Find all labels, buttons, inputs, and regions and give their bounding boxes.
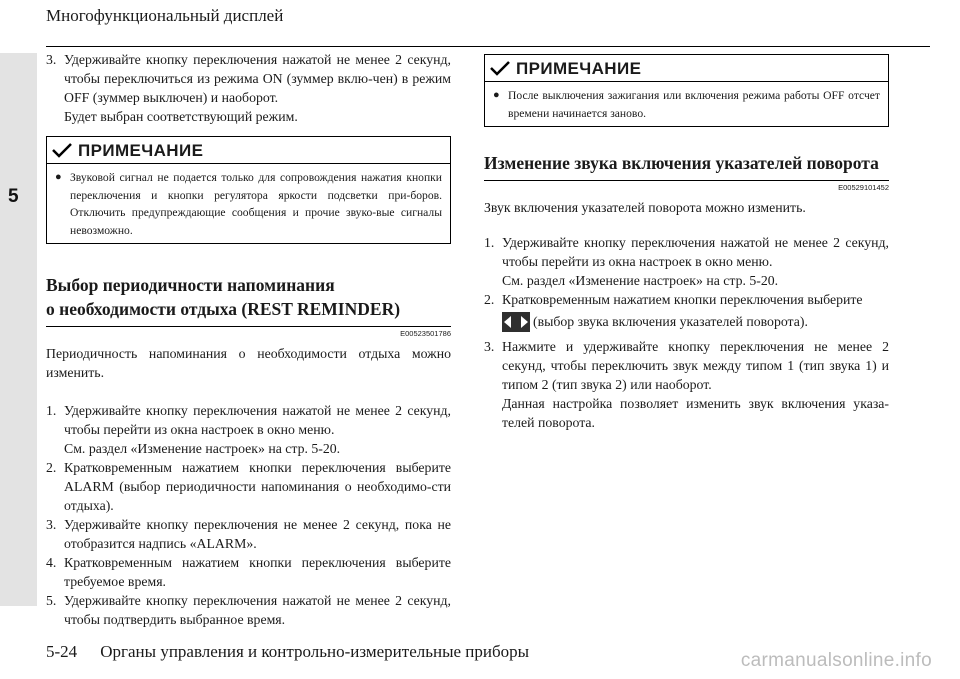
- step-item: [484, 233, 889, 271]
- step-item: [484, 337, 889, 394]
- section-code: E00529101452: [838, 183, 889, 192]
- section-rest-reminder: [46, 273, 451, 629]
- check-mark-icon: [51, 142, 73, 158]
- step-icon-line: [484, 312, 889, 334]
- step-item: [46, 591, 451, 629]
- right-column: [484, 50, 889, 432]
- note-header: [47, 137, 450, 164]
- section-title-line1: Выбор периодичности напоминания: [46, 275, 335, 295]
- step-result-text: Данная настройка позволяет изменить звук включения указа-телей поворота.: [502, 396, 889, 430]
- steps-list: [46, 401, 451, 629]
- step-text: Нажмите и удерживайте кнопку переключения не менее 2 секунд, чтобы переключить звук между типом 1 (тип звука 1) и типом 2 (тип звука 2) или наоборот.: [502, 339, 889, 392]
- section-divider: [484, 180, 889, 181]
- section-title: [46, 273, 451, 321]
- steps-list: [484, 233, 889, 432]
- step-number: 2.: [46, 460, 57, 475]
- step-result-text: Будет выбран соответствующий режим.: [64, 109, 298, 124]
- step-item: [46, 50, 451, 107]
- chapter-sidebar: [0, 53, 37, 606]
- step-ref-text: См. раздел «Изменение настроек» на стр. 5-20.: [502, 273, 779, 288]
- section-turn-signal-sound: [484, 151, 889, 432]
- section-title-line2: о необходимости отдыха (REST REMINDER): [46, 299, 401, 319]
- step-text: Кратковременным нажатием кнопки переключения выберите: [502, 292, 863, 307]
- step-result: [484, 271, 889, 290]
- footer-chapter-title: Органы управления и контрольно-измерительные приборы: [100, 642, 530, 661]
- step-item: [46, 458, 451, 515]
- note-bullet-text: Звуковой сигнал не подается только для сопровождения нажатия кнопки переключения и кнопки регулятора яркости подсветки при-боров. Отключить предупреждающие сообщения и прочие звуко-вые сигналы невозможно.: [70, 171, 442, 237]
- step-result: [484, 394, 889, 432]
- step-number: 2.: [484, 292, 495, 307]
- section-intro: Звук включения указателей поворота можно изменить.: [484, 200, 806, 215]
- note-bullet: [55, 169, 442, 239]
- left-column: [46, 50, 451, 629]
- step-icon-text: (выбор звука включения указателей поворота).: [533, 314, 808, 330]
- bullet-dot-icon: ●: [493, 89, 500, 101]
- section-intro: Периодичность напоминания о необходимости отдыха можно изменить.: [46, 346, 451, 380]
- step-item: [46, 553, 451, 591]
- step-number: [46, 439, 64, 458]
- step-number: 3.: [46, 517, 57, 532]
- watermark: carmanualsonline.info: [740, 650, 932, 671]
- step-result: [46, 107, 451, 126]
- header-divider: [46, 46, 930, 47]
- step-number: 5.: [46, 593, 57, 608]
- step-item: [484, 290, 889, 309]
- step-number: 3.: [46, 52, 57, 67]
- note-header: [485, 55, 888, 82]
- step-item: [46, 515, 451, 553]
- section-title: Изменение звука включения указателей поворота: [484, 153, 879, 173]
- note-body: [485, 82, 888, 126]
- step-text: Удерживайте кнопку переключения нажатой не менее 2 секунд, чтобы подтвердить выбранное время.: [64, 593, 451, 627]
- step-number: 3.: [484, 339, 495, 354]
- page-number: 5-24: [46, 642, 78, 661]
- step-text: Удерживайте кнопку переключения не менее 2 секунд, пока не отобразится надпись «ALARM».: [64, 517, 451, 551]
- step-text: См. раздел «Изменение настроек» на стр. 5-20.: [64, 441, 341, 456]
- note-bullet: [493, 87, 880, 122]
- note-box: [46, 136, 451, 244]
- step-text: Удерживайте кнопку переключения нажатой не менее 2 секунд, чтобы переключиться из режима ON (зуммер вклю-чен) в режим OFF (зуммер выключен) и наоборот.: [64, 52, 451, 105]
- check-mark-icon: [489, 60, 511, 76]
- turn-signal-arrows-icon: [502, 312, 530, 332]
- section-divider: [46, 326, 451, 327]
- chapter-number: 5: [8, 186, 19, 207]
- step-number: 1.: [484, 235, 495, 250]
- step-text: Удерживайте кнопку переключения нажатой не менее 2 секунд, чтобы перейти из окна настроек в окно меню.: [502, 235, 889, 269]
- bullet-dot-icon: ●: [55, 171, 62, 183]
- note-bullet-text: После выключения зажигания или включения режима работы OFF отсчет времени начинается заново.: [508, 89, 880, 120]
- note-body: [47, 164, 450, 243]
- step-item: [46, 439, 451, 458]
- step-text: Кратковременным нажатием кнопки переключения выберите требуемое время.: [64, 555, 451, 589]
- note-title: ПРИМЕЧАНИЕ: [516, 58, 642, 78]
- note-title: ПРИМЕЧАНИЕ: [78, 140, 204, 160]
- page-footer: [46, 642, 529, 662]
- step-number: 1.: [46, 403, 57, 418]
- step-text: Кратковременным нажатием кнопки переключения выберите ALARM (выбор периодичности напоминания о необходимо-сти отдыха).: [64, 460, 451, 513]
- step-number: 4.: [46, 555, 57, 570]
- section-code: E00523501786: [400, 329, 451, 338]
- step-item: [46, 401, 451, 439]
- page-header-title: Многофункциональный дисплей: [46, 6, 284, 25]
- note-box: [484, 54, 889, 127]
- step-text: Удерживайте кнопку переключения нажатой не менее 2 секунд, чтобы перейти из окна настроек в окно меню.: [64, 403, 451, 437]
